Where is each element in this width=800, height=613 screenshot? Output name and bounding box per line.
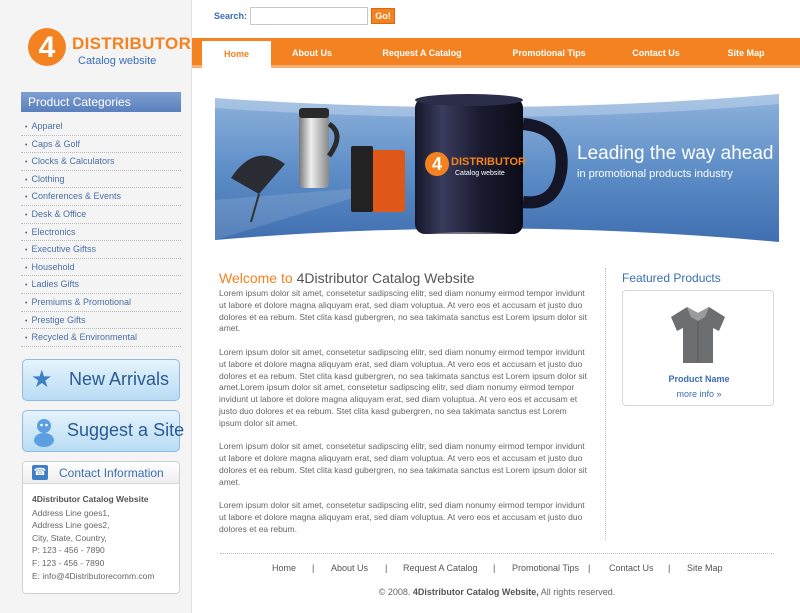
category-item[interactable] (21, 276, 181, 294)
bullet-icon: • (25, 124, 28, 131)
category-label: Executive Giftss (31, 244, 96, 255)
category-item[interactable] (21, 206, 181, 224)
category-item[interactable] (21, 171, 181, 189)
footer-navigation (220, 563, 774, 575)
product-name-link[interactable]: Product Name (668, 374, 730, 384)
copyright-suffix: All rights reserved. (540, 587, 616, 597)
contact-information (22, 461, 180, 594)
suggest-site-label: Suggest a Site (67, 420, 185, 440)
category-item[interactable] (21, 312, 181, 330)
categories-title: Product Categories (21, 92, 181, 112)
footer-separator: | (493, 563, 496, 573)
welcome-title-prefix: Welcome to (219, 270, 293, 286)
hero-banner (215, 90, 779, 260)
logo-mark: 4 (28, 28, 66, 66)
bullet-icon: • (25, 335, 28, 343)
contact-details (23, 484, 179, 582)
footer-link-about-us[interactable]: About Us (331, 563, 369, 573)
footer-separator: | (385, 563, 388, 573)
footer-link-home[interactable]: Home (272, 563, 297, 573)
copyright-name: 4Distributor Catalog Website, (412, 587, 539, 597)
bullet-icon: • (25, 194, 28, 202)
new-arrivals-label: New Arrivals (69, 369, 170, 389)
category-label: Desk & Office (31, 208, 87, 219)
contact-phone: P: 123 - 456 - 7890 (32, 545, 105, 556)
category-item[interactable] (21, 118, 181, 136)
bullet-icon: • (25, 229, 28, 237)
category-label: Clothing (31, 173, 65, 184)
logo-subtitle: Catalog website (78, 55, 157, 67)
copyright-prefix: © 2008. (378, 587, 411, 597)
welcome-title-rest: 4Distributor Catalog Website (296, 270, 475, 286)
category-item[interactable] (21, 294, 181, 312)
welcome-paragraph: Lorem ipsum dolor sit amet, consetetur sadipscing elitr, sed diam nonumy eirmod tempor invidunt ut labore et dolore magna aliquyam erat, sed diam voluptua. At vero eos et accusam et justo duo dolores et ea rebum. Stet clita kasd gubergren, no sea takimata sanctus est Lorem ipsum dolor sit amet.Lorem ipsum dolor sit amet, consetetur sadipscing elitr, sed diam nonumy eirmod tempor invidunt ut labore et dolore magna aliquyam erat, sed diam voluptua. At vero eos et accusam et justo duo dolores et ea rebum. Stet clita kasd gubergren, no sea takimata sanctus est Lorem ipsum dolor sit amet. (219, 346, 588, 428)
bullet-icon: • (25, 247, 28, 255)
bullet-icon: • (25, 264, 28, 272)
nav-request-catalog[interactable]: Request A Catalog (382, 48, 462, 58)
star-icon: ★ (31, 366, 53, 393)
welcome-title (219, 270, 589, 286)
main-navigation (192, 38, 800, 68)
nav-promotional-tips[interactable]: Promotional Tips (512, 48, 586, 58)
bullet-icon: • (25, 282, 28, 290)
category-item[interactable] (21, 136, 181, 154)
mug-logo-mark: 4 (425, 152, 449, 176)
nav-about-us[interactable]: About Us (292, 48, 332, 58)
mug-logo-subtitle: Catalog website (455, 170, 505, 177)
footer-separator: | (588, 563, 591, 573)
welcome-section (219, 270, 589, 548)
footer-separator: | (668, 563, 671, 573)
search-input[interactable] (250, 7, 368, 25)
product-image[interactable] (667, 303, 729, 365)
category-label: Electronics (31, 226, 76, 237)
category-label: Clocks & Calculators (31, 156, 115, 167)
person-icon (31, 417, 59, 445)
bullet-icon: • (25, 317, 28, 325)
welcome-paragraph: Lorem ipsum dolor sit amet, consetetur sadipscing elitr, sed diam nonumy eirmod tempor invidunt ut labore et dolore magna aliquyam erat, sed diam voluptua. At vero eos et accusam et justo duo dolores et ea rebum. Stet clita kasd gubergren, no sea takimata sanctus est Lorem ipsum dolor sit amet. (219, 441, 588, 487)
featured-title: Featured Products (622, 271, 721, 285)
footer-separator: | (312, 563, 315, 573)
search-go-button[interactable]: Go! (371, 8, 395, 24)
contact-fax: F: 123 - 456 - 7890 (32, 557, 105, 568)
address-book-icon: ☎ (33, 467, 47, 478)
category-label: Ladies Gifts (31, 279, 79, 290)
bullet-icon: • (25, 141, 28, 149)
suggest-site-button[interactable] (22, 410, 185, 452)
bullet-icon: • (25, 211, 28, 219)
contact-line: Address Line goes2, (32, 520, 110, 531)
category-item[interactable] (21, 153, 181, 171)
category-item[interactable] (21, 329, 181, 347)
category-item[interactable] (21, 224, 181, 242)
welcome-paragraph: Lorem ipsum dolor sit amet, consetetur sadipscing elitr, sed diam nonumy eirmod tempor invidunt ut labore et dolore magna aliquyam erat, sed diam voluptua. At vero eos et accusam et justo duo dolores et ea rebum. (219, 500, 585, 534)
search-label: Search: (214, 11, 248, 21)
contact-header (23, 462, 179, 484)
site-logo[interactable] (26, 24, 192, 74)
bullet-icon: • (25, 299, 28, 307)
category-list (21, 118, 181, 347)
product-categories (21, 92, 181, 347)
footer-link-request-catalog[interactable]: Request A Catalog (403, 563, 478, 573)
category-label: Recycled & Environmental (31, 332, 138, 343)
contact-company: 4Distributor Catalog Website (32, 494, 149, 504)
category-label: Household (31, 261, 75, 272)
new-arrivals-button[interactable] (22, 359, 180, 401)
category-item[interactable] (21, 188, 181, 206)
column-divider (605, 268, 606, 540)
category-label: Caps & Golf (31, 138, 80, 149)
bullet-icon: • (25, 159, 28, 167)
mug-logo-name: DISTRIBUTOR (451, 156, 526, 168)
banner-subline: in promotional products industry (577, 168, 733, 180)
nav-contact-us[interactable]: Contact Us (632, 48, 680, 58)
contact-title: Contact Information (59, 466, 164, 480)
featured-product-card (622, 290, 774, 406)
left-sidebar (0, 0, 192, 613)
category-item[interactable] (21, 259, 181, 277)
category-label: Prestige Gifts (31, 314, 86, 325)
category-label: Conferences & Events (31, 191, 122, 202)
category-label: Apparel (31, 121, 63, 131)
bullet-icon: • (25, 176, 28, 184)
banner-headline: Leading the way ahead (577, 143, 774, 164)
more-info-link[interactable]: more info » (676, 389, 722, 399)
featured-products (622, 271, 774, 406)
category-label: Premiums & Promotional (31, 296, 131, 307)
category-item[interactable] (21, 241, 181, 259)
nav-home[interactable]: Home (202, 41, 271, 71)
footer-link-contact-us[interactable]: Contact Us (609, 563, 654, 573)
contact-email[interactable]: E: info@4Distributorecomm.com (32, 570, 155, 581)
nav-site-map[interactable]: Site Map (727, 48, 765, 58)
welcome-paragraph: Lorem ipsum dolor sit amet, consetetur sadipscing elitr, sed diam nonumy eirmod tempor invidunt ut labore et dolore magna aliquyam erat, sed diam voluptua. At vero eos et accusam et justo duo dolores et ea rebum. Stet clita kasd gubergren, no sea takimata sanctus est Lorem ipsum dolor sit amet. (219, 288, 588, 334)
logo-name: DISTRIBUTOR (72, 34, 192, 53)
footer-link-site-map[interactable]: Site Map (687, 563, 723, 573)
contact-line: City, State, Country, (32, 532, 107, 543)
contact-line: Address Line goes1, (32, 507, 110, 518)
footer-link-promotional-tips[interactable]: Promotional Tips (512, 563, 580, 573)
copyright (220, 587, 774, 597)
footer-divider (220, 553, 774, 554)
